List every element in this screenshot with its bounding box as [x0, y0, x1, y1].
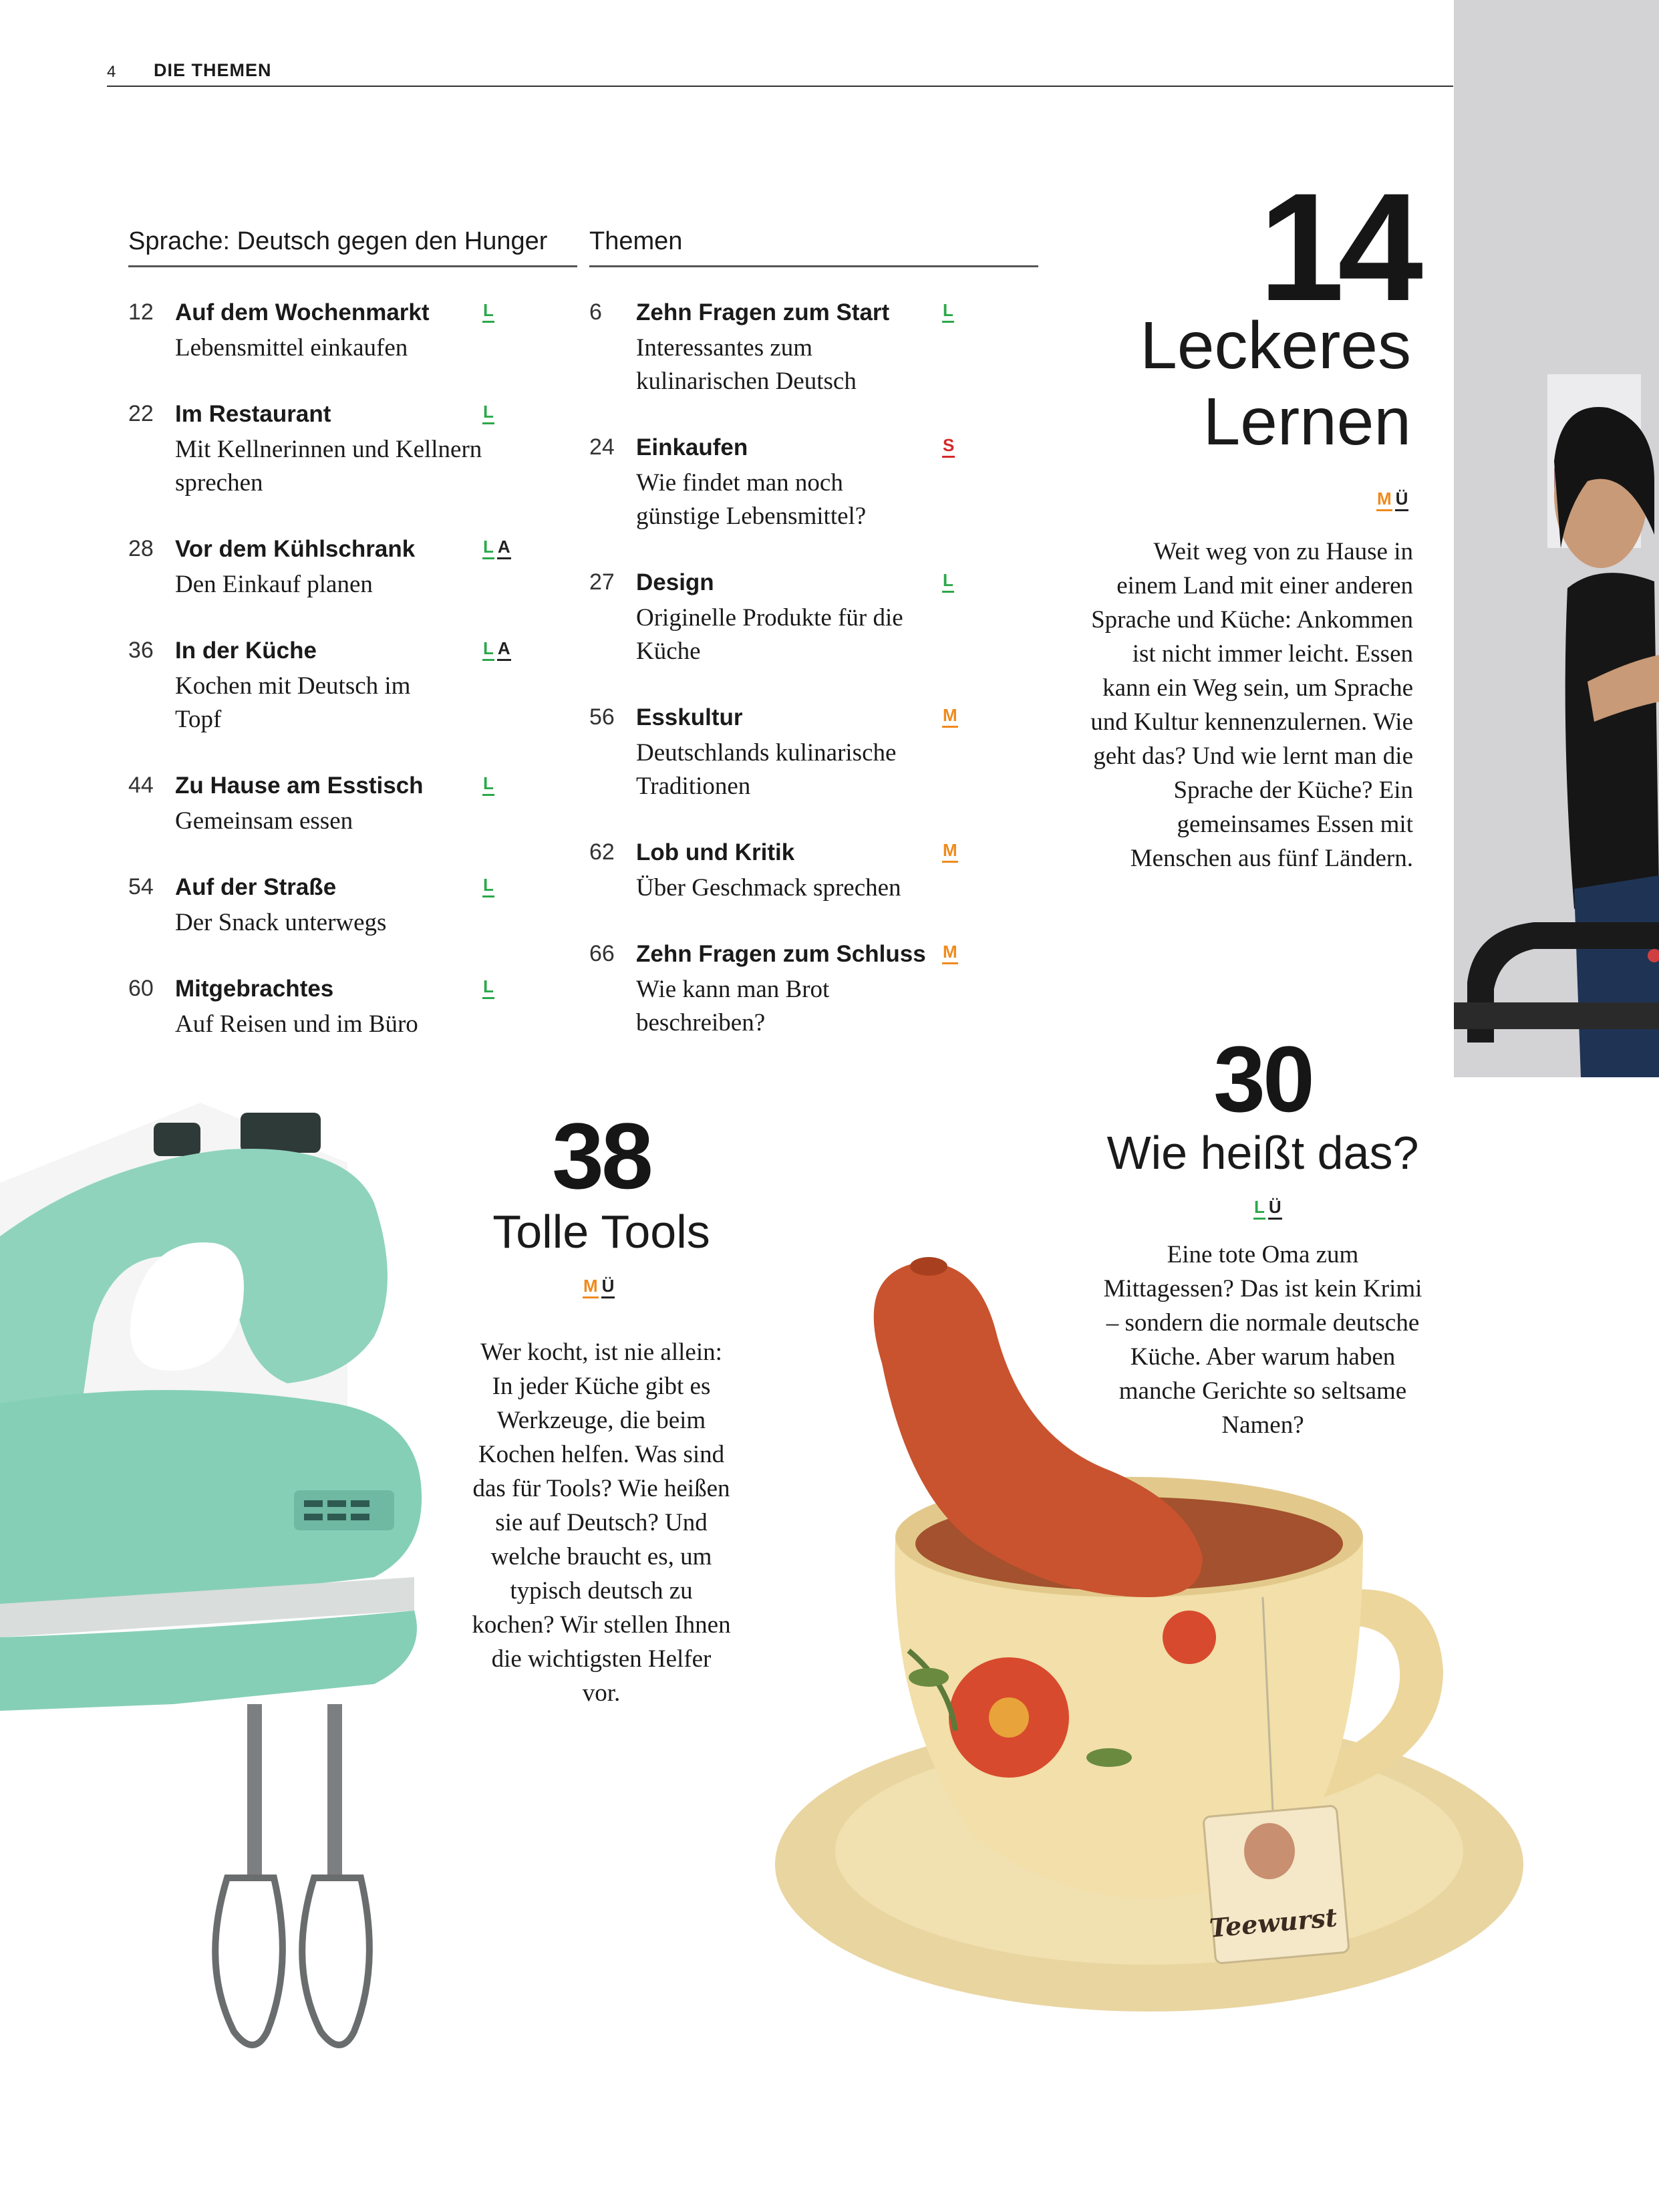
feature-14-title[interactable] [1069, 307, 1411, 460]
level-badge: M [942, 941, 958, 964]
feature-14-title-line: Lernen [1203, 384, 1411, 459]
toc-title: Esskultur [636, 704, 743, 730]
level-badge: L A [482, 536, 511, 559]
feature-14-number: 14 [1259, 161, 1416, 333]
toc-subtitle: Über Geschmack sprechen [636, 874, 901, 902]
page-ref: 66 [589, 941, 615, 966]
toc-title: Im Restaurant [175, 401, 331, 427]
toc-subtitle: Wie findet man noch günstige Lebensmittel? [636, 469, 867, 530]
cooking-woman-photo [1454, 0, 1659, 1077]
toc-title: Vor dem Kühlschrank [175, 536, 416, 562]
feature-14-level-badge: M Ü [1376, 488, 1408, 511]
feature-14-text: Weit weg von zu Hause in einem Land mit einer anderen Sprache und Küche: Ankommen ist nicht immer leicht. Essen kann ein Weg sein, um Sprache und Kultur kennenzulernen. Wie geht das? Und wie lernt man die Sprache der Küche? Ein gemeinsames Essen mit Menschen aus fünf Ländern. [1090, 538, 1413, 872]
toc-subtitle: Interessantes zum kulinarischen Deutsch [636, 334, 857, 395]
toc-title: Auf der Straße [175, 874, 337, 900]
feature-38-text: Wer kocht, ist nie allein: In jeder Küche gibt es Werkzeuge, die beim Kochen helfen. Was sind das für Tools? Wie heißen sie auf Deutsch? Und welche braucht es, um typisch deutsch zu kochen? Wir stellen Ihnen die wichtigsten Helfer vor. [472, 1339, 731, 1707]
page-ref: 27 [589, 569, 615, 595]
column-heading-sprache [128, 227, 577, 267]
toc-title: Zehn Fragen zum Schluss [636, 941, 926, 967]
toc-title: Mitgebrachtes [175, 976, 334, 1002]
page-ref: 44 [128, 773, 154, 798]
page-ref: 60 [128, 976, 154, 1001]
toc-subtitle: Wie kann man Brot beschreiben? [636, 976, 830, 1036]
page-ref: 62 [589, 839, 615, 865]
feature-30-title[interactable]: Wie heißt das? [1106, 1127, 1419, 1179]
feature-14-title-line: Leckeres [1140, 308, 1411, 383]
section-title: DIE THEMEN [154, 60, 272, 80]
toc-subtitle: Gemeinsam essen [175, 807, 353, 835]
level-badge: L [482, 874, 494, 897]
toc-title: Auf dem Wochenmarkt [175, 299, 430, 325]
toc-title: Einkaufen [636, 434, 748, 460]
toc-title: Zu Hause am Esstisch [175, 773, 424, 799]
toc-title: In der Küche [175, 638, 317, 664]
toc-subtitle: Originelle Produkte für die Küche [636, 604, 903, 665]
toc-title: Design [636, 569, 714, 595]
page-ref: 54 [128, 874, 154, 900]
column-heading-text: Sprache: Deutsch gegen den Hunger [128, 227, 548, 255]
level-badge: L [942, 299, 954, 323]
level-badge: L [482, 401, 494, 424]
feature-38-level-badge: M Ü [583, 1275, 615, 1298]
column-heading-text: Themen [589, 227, 683, 255]
feature-30-number: 30 [1213, 1026, 1312, 1131]
toc-subtitle: Lebensmittel einkaufen [175, 334, 408, 362]
page-ref: 22 [128, 401, 154, 426]
page-ref: 12 [128, 299, 154, 325]
toc-subtitle: Auf Reisen und im Büro [175, 1010, 418, 1038]
level-badge: L [482, 976, 494, 999]
page-ref: 24 [589, 434, 615, 460]
feature-30-level-badge: L Ü [1253, 1196, 1282, 1220]
tea-tag-label: Teewurst [1208, 1902, 1338, 1943]
toc-title: Lob und Kritik [636, 839, 795, 865]
level-badge: L [482, 773, 494, 796]
page-ref: 56 [589, 704, 615, 730]
toc-subtitle: Kochen mit Deutsch im Topf [175, 672, 411, 733]
toc-subtitle: Den Einkauf planen [175, 571, 373, 598]
level-badge: S [942, 434, 955, 458]
feature-38-title[interactable]: Tolle Tools [492, 1206, 710, 1258]
page-ref: 36 [128, 638, 154, 663]
page-header [107, 60, 1453, 87]
hand-mixer-illustration [0, 1083, 441, 2105]
level-badge: L A [482, 638, 511, 661]
level-badge: L [482, 299, 494, 323]
feature-38-number: 38 [552, 1103, 651, 1208]
page-ref: 6 [589, 299, 602, 325]
page-ref: 28 [128, 536, 154, 561]
toc-subtitle: Der Snack unterwegs [175, 909, 387, 936]
level-badge: M [942, 704, 958, 728]
level-badge: L [942, 569, 954, 593]
teacup-sausage-photo [775, 1250, 1604, 2025]
column-heading-themen [589, 227, 1038, 267]
toc-title: Zehn Fragen zum Start [636, 299, 890, 325]
feature-30-text: Eine tote Oma zum Mittagessen? Das ist kein Krimi – sondern die normale deutsche Küche. Aber warum haben manche Gerichte so seltsame Namen? [1103, 1241, 1422, 1439]
toc-subtitle: Mit Kellnerinnen und Kellnern sprechen [175, 436, 482, 497]
toc-subtitle: Deutschlands kulinarische Traditionen [636, 739, 897, 800]
level-badge: M [942, 839, 958, 863]
page-number: 4 [107, 63, 116, 81]
